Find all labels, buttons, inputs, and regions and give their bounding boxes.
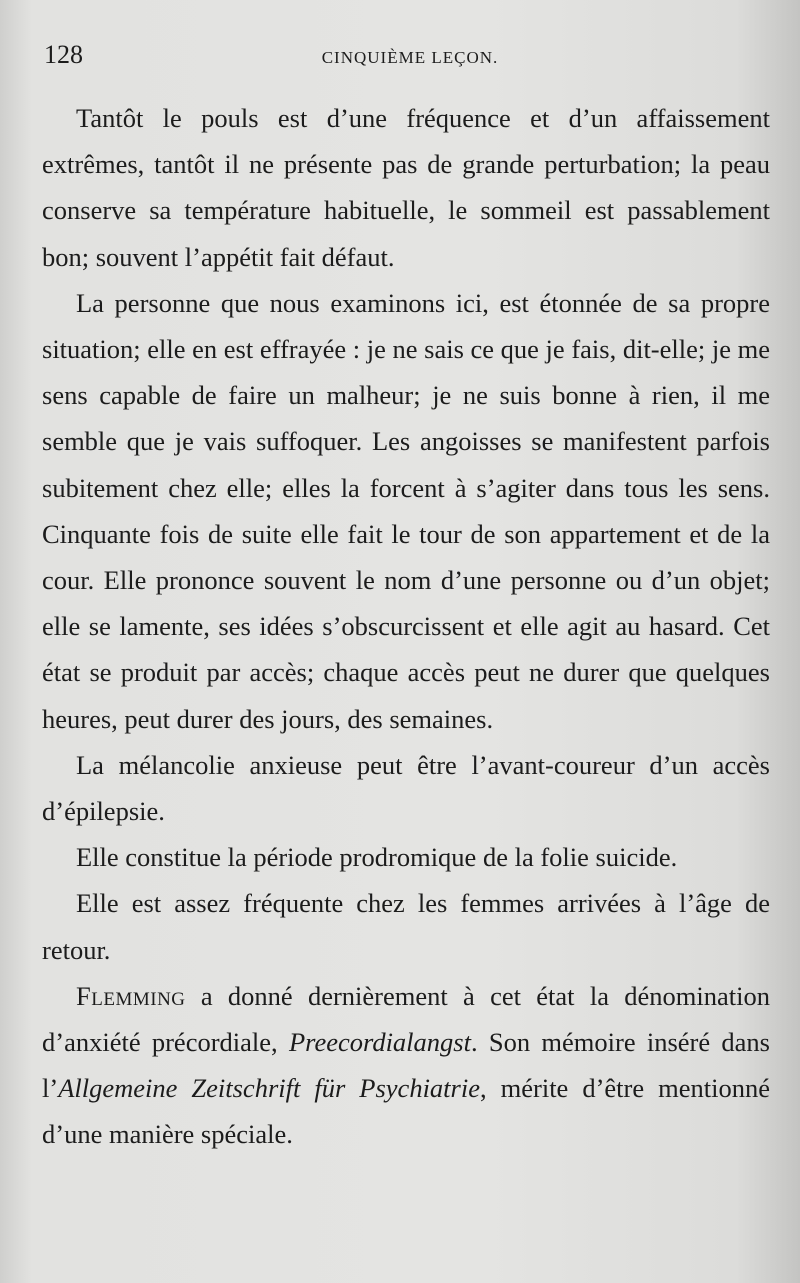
journal-title: Allgemeine Zeitschrift für Psychiatrie: [58, 1073, 480, 1104]
page-number: 128: [44, 40, 83, 69]
author-name: Flemming: [76, 980, 186, 1011]
paragraph-5: Elle est assez fréquente chez les femmes arrivées à l’âge de retour.: [42, 888, 770, 965]
paragraph-2: La personne que nous examinons ici, est étonnée de sa propre situation; elle en est effrayée : je ne sais ce que je fais, dit-elle; je me sens capable de faire un malheur; je ne suis bonne à rien, il me semble que je vais suffoquer. Les angoisses se manifestent parfois subitement chez elle; elles la forcent à s’agiter dans tous les sens. Cinquante fois de suite elle fait le tour de son appartement et de la cour. Elle prononce souvent le nom d’une personne ou d’un objet; elle se lamente, ses idées s’obscurcissent et elle agit au hasard. Cet état se produit par accès; chaque accès peut ne durer que quelques heures, peut durer des jours, des semaines.: [42, 287, 770, 734]
paragraph-1: Tantôt le pouls est d’une fréquence et d’un affaissement extrêmes, tantôt il ne présente pas de grande perturbation; la peau conserve sa température habituelle, le sommeil est passablement bon; souvent l’appétit fait défaut.: [42, 103, 770, 272]
paragraph-3: La mélancolie anxieuse peut être l’avant-coureur d’un accès d’épilepsie.: [42, 749, 770, 827]
body-text: [42, 95, 770, 1158]
paragraph-6-text-b: . Son mémoire inséré dans l’: [42, 1027, 770, 1104]
paragraph-6: [42, 973, 770, 1158]
running-head: CINQUIÈME LEÇON.: [321, 48, 499, 67]
paragraph-6-text-a: a donné dernièrement à cet état la dénomination d’anxiété précordiale,: [42, 980, 770, 1058]
term-italic: Preecordialangst: [288, 1027, 471, 1058]
paragraph-6-text-c: , mérite d’être mentionné d’une manière spéciale.: [42, 1073, 770, 1150]
paragraph-4: Elle constitue la période prodromique de la folie suicide.: [76, 842, 678, 873]
